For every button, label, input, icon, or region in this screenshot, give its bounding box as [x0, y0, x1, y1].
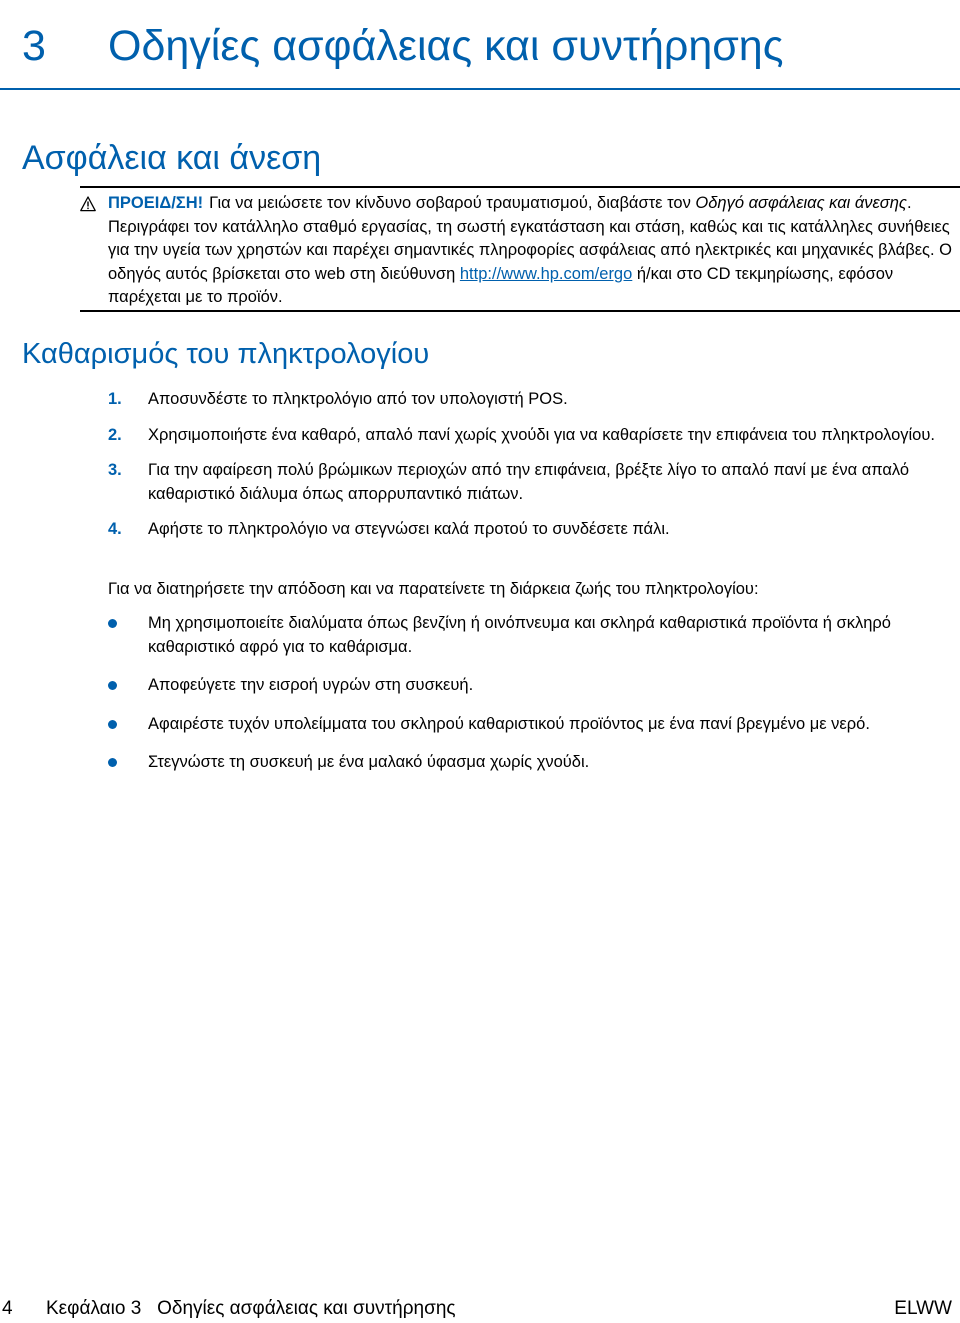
step-number: 1.: [108, 390, 122, 408]
chapter-title: [22, 16, 783, 76]
warning-text-2: . Περιγράφει τον κατάλληλο σταθμό εργασίας, τη σωστή εγκατάσταση και στάση, καθώς και τις κατάλληλες συνήθειες για την υγεία των χρηστών και παρέχει σημαντικές πληροφορίες ασφάλειας από ηλεκτρικές και μηχανικές βλάβες. Ο οδηγός αυτός βρίσκεται στο web στη διεύθυνση: [108, 194, 953, 283]
chapter-divider: [0, 88, 960, 90]
step-text: Χρησιμοποιήστε ένα καθαρό, απαλό πανί χωρίς χνούδι για να καθαρίσετε την επιφάνεια του πληκτρολογίου.: [148, 425, 935, 444]
warning-top-rule: [80, 186, 960, 188]
step-item: [108, 459, 948, 506]
warning-label: ΠΡΟΕΙΔ/ΣΗ!: [108, 194, 204, 212]
step-number: 4.: [108, 520, 122, 539]
chapter-number: 3: [22, 22, 46, 70]
guide-title: Οδηγό ασφάλειας και άνεσης: [695, 194, 907, 212]
bullet-dot-icon: [108, 619, 117, 628]
bullet-item: [108, 612, 948, 659]
bullet-dot-icon: [108, 758, 117, 767]
section-title: Ασφάλεια και άνεση: [22, 139, 322, 177]
bullet-text: Μη χρησιμοποιείτε διαλύματα όπως βενζίνη ή οινόπνευμα και σκληρά καθαριστικά προϊόντα ή σκληρό καθαριστικό αφρό για το καθάρισμα.: [148, 614, 891, 656]
maintenance-intro: Για να διατηρήσετε την απόδοση και να παρατείνετε τη διάρκεια ζωής του πληκτρολογίου:: [108, 580, 759, 598]
keyboard-cleaning-title: Καθαρισμός του πληκτρολογίου: [22, 338, 430, 370]
step-text: Αφήστε το πληκτρολόγιο να στεγνώσει καλά προτού το συνδέσετε πάλι.: [148, 520, 670, 539]
step-text: Αποσυνδέστε το πληκτρολόγιο από τον υπολογιστή POS.: [148, 390, 568, 408]
step-item: [108, 424, 948, 448]
footer-locale: ELWW: [894, 1298, 952, 1319]
bullet-dot-icon: [108, 681, 117, 690]
footer-page-number: 4: [2, 1298, 13, 1319]
warning-bottom-rule: [80, 310, 960, 312]
ergo-link[interactable]: http://www.hp.com/ergo: [459, 264, 633, 283]
step-number: 2.: [108, 425, 122, 444]
bullet-item: [108, 674, 948, 698]
step-text: Για την αφαίρεση πολύ βρώμικων περιοχών από την επιφάνεια, βρέξτε λίγο το απαλό πανί με ένα απαλό καθαριστικό διάλυμα όπως απορρυπαντικό πιάτων.: [148, 461, 910, 503]
bullet-item: [108, 713, 948, 737]
bullet-item: [108, 751, 948, 775]
warning-text-3: ή/και στο CD τεκμηρίωσης, εφόσον παρέχεται με το προϊόν.: [108, 264, 894, 307]
bullet-text: Αφαιρέστε τυχόν υπολείμματα του σκληρού καθαριστικού προϊόντος με ένα πανί βρεγμένο με νερό.: [148, 714, 870, 733]
warning-note: [108, 192, 956, 310]
warning-triangle-icon: [80, 196, 96, 212]
bullet-text: Αποφεύγετε την εισροή υγρών στη συσκευή.: [148, 676, 474, 695]
chapter-title-text: Οδηγίες ασφάλειας και συντήρησης: [108, 22, 784, 70]
warning-text-1: Για να μειώσετε τον κίνδυνο σοβαρού τραυματισμού, διαβάστε τον: [209, 194, 696, 212]
footer-chapter-text: Κεφάλαιο 3 Οδηγίες ασφάλειας και συντήρησης: [46, 1298, 456, 1319]
step-item: [108, 518, 948, 542]
bullet-text: Στεγνώστε τη συσκευή με ένα μαλακό ύφασμα χωρίς χνούδι.: [148, 753, 590, 772]
bullet-dot-icon: [108, 720, 117, 729]
cleaning-steps: [108, 388, 948, 554]
step-item: [108, 388, 948, 412]
step-number: 3.: [108, 461, 122, 480]
maintenance-bullets: [108, 612, 948, 790]
